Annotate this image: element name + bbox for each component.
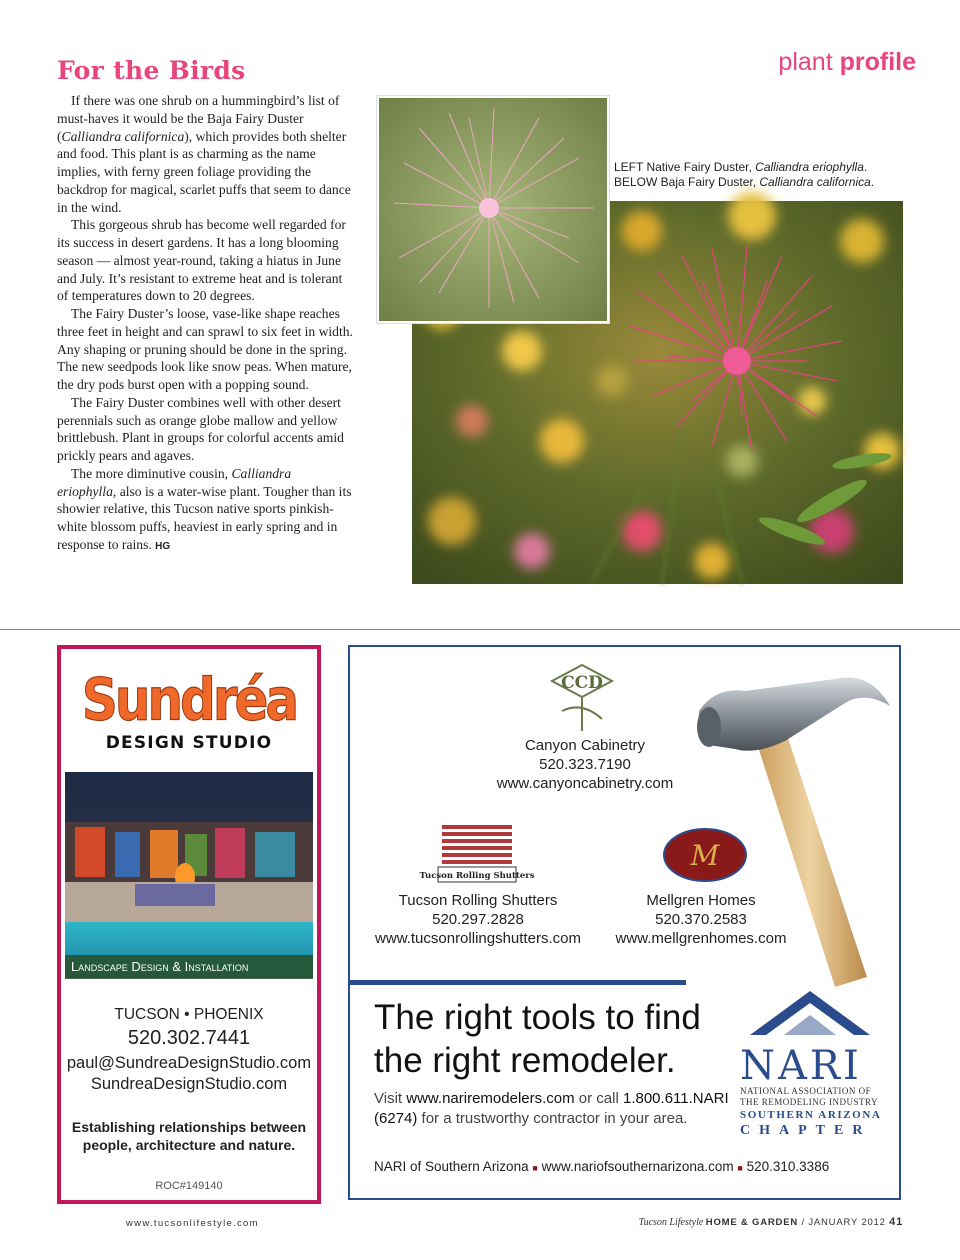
sundrea-cities: TUCSON • PHOENIX	[114, 1006, 264, 1023]
sundrea-service-band: Landscape Design & Installation	[65, 955, 313, 979]
sundrea-email[interactable]: paul@SundreaDesignStudio.com	[66, 1054, 312, 1072]
member-tucson-rolling-shutters[interactable]	[358, 891, 598, 948]
member-canyon-cabinetry[interactable]	[460, 736, 710, 793]
sundrea-ad[interactable]	[57, 645, 321, 1204]
nari-website-link[interactable]: www.nariremodelers.com	[406, 1090, 575, 1107]
photo-caption	[614, 160, 904, 190]
sundrea-roc: ROC#149140	[155, 1180, 223, 1192]
hammer-icon	[695, 661, 895, 991]
paragraph: This gorgeous shrub has become well regarded for its success in desert gardens. It has a long blooming season — almost year-round, taking a hiatus in June and July. It’s resistant to extreme heat and is tolerant of temperatures down to 20 degrees.	[57, 217, 346, 304]
nari-ad[interactable]	[348, 645, 901, 1200]
member-website: www.canyoncabinetry.com	[496, 775, 674, 792]
sundrea-tagline-1: Establishing relationships between	[71, 1119, 307, 1135]
footer-issue	[639, 1216, 903, 1228]
nari-body-text: Visit www.nariremodelers.com or call 1.800.611.NARI (6274) for a trustworthy contractor in your area.	[374, 1090, 729, 1127]
article-title: For the Birds	[57, 56, 246, 85]
native-fairy-duster-photo	[377, 96, 609, 323]
member-name: Mellgren Homes	[646, 892, 756, 909]
nari-footer-org: NARI of Southern Arizona	[374, 1159, 529, 1174]
paragraph: The more diminutive cousin, Calliandra eriophylla, also is a water-wise plant. Tougher than its showier relative, this Tucson native sports pinkish-white blossom puffs, heaviest in early spring and in response to rains. HG	[57, 465, 352, 552]
nari-footer-phone[interactable]: 520.310.3386	[746, 1159, 830, 1174]
footer-magazine: Tucson Lifestyle	[638, 1217, 704, 1228]
sundrea-website[interactable]: SundreaDesignStudio.com	[90, 1075, 288, 1093]
nari-sub-2: THE REMODELING INDUSTRY	[740, 1097, 878, 1107]
member-phone: 520.323.7190	[539, 756, 631, 773]
nari-blue-rule	[350, 980, 686, 985]
shutters-logo-text: Tucson Rolling Shutters	[419, 871, 535, 881]
page-divider	[0, 629, 960, 630]
ccd-logo-text: CCD	[561, 673, 603, 693]
tucson-rolling-shutters-logo	[419, 823, 535, 885]
member-website: www.tucsonrollingshutters.com	[375, 930, 581, 947]
section-label	[778, 48, 916, 77]
nari-headline-2: the right remodeler.	[374, 1041, 676, 1080]
sundrea-logo: Sundréa	[81, 666, 297, 734]
section-label-light: plant	[778, 48, 840, 76]
nari-sub-4: CHAPTER	[740, 1123, 872, 1138]
member-phone: 520.370.2583	[655, 911, 747, 928]
member-name: Canyon Cabinetry	[524, 737, 646, 754]
sundrea-phone[interactable]: 520.302.7441	[127, 1027, 251, 1049]
nari-sub-1: NATIONAL ASSOCIATION OF	[740, 1086, 872, 1096]
article-body	[57, 92, 353, 556]
landscape-photo	[65, 772, 313, 978]
sundrea-tagline-2: people, architecture and nature.	[82, 1137, 296, 1153]
nari-roof-icon	[740, 985, 890, 1039]
nari-logo-text: NARI	[740, 1043, 862, 1089]
hg-signoff: HG	[155, 540, 171, 552]
paragraph: The Fairy Duster combines well with other desert perennials such as orange globe mallow and yellow brittlebush. Plant in groups for colorful accents amid prickly pears and agaves.	[57, 394, 344, 463]
canyon-cabinetry-logo	[542, 661, 622, 733]
footer-section: HOME & GARDEN	[705, 1217, 799, 1228]
nari-footer: NARI of Southern Arizona ■ www.nariofsouthernarizona.com ■ 520.310.3386	[374, 1159, 830, 1174]
nari-phone[interactable]: 1.800.611.NARI	[622, 1090, 729, 1107]
caption-line-below: BELOW Baja Fairy Duster, Calliandra californica.	[614, 175, 875, 189]
section-label-bold: profile	[839, 48, 916, 76]
nari-footer-website[interactable]: www.nariofsouthernarizona.com	[541, 1159, 734, 1174]
footer-website[interactable]: www.tucsonlifestyle.com	[126, 1218, 259, 1229]
nari-sub-3: SOUTHERN ARIZONA	[740, 1109, 882, 1121]
nari-logo	[740, 985, 890, 1145]
sundrea-logo-subtitle: DESIGN STUDIO	[105, 733, 273, 753]
mellgren-logo-text: M	[690, 839, 720, 872]
paragraph: The Fairy Duster’s loose, vase-like shape reaches three feet in height and can sprawl to six feet in width. Any shaping or pruning should be done in the spring. The new seedpods look like snow peas. When mature, the dry pods burst open with a popping sound.	[57, 306, 353, 392]
nari-headline-1: The right tools to find	[374, 998, 701, 1037]
member-website: www.mellgrenhomes.com	[615, 930, 787, 947]
member-phone: 520.297.2828	[432, 911, 524, 928]
paragraph: If there was one shrub on a hummingbird’s list of must-haves it would be the Baja Fairy Duster (Calliandra californica), which provides both shelter and food. This plant is as charming as the name implies, with ferny green foliage providing the backdrop for magical, scarlet puffs that seem to dance in the wind.	[57, 93, 351, 215]
footer-date: / JANUARY 2012	[798, 1217, 890, 1228]
member-name: Tucson Rolling Shutters	[398, 892, 558, 909]
page-number: 41	[889, 1216, 903, 1228]
caption-line-left: LEFT Native Fairy Duster, Calliandra eriophylla.	[614, 160, 868, 174]
